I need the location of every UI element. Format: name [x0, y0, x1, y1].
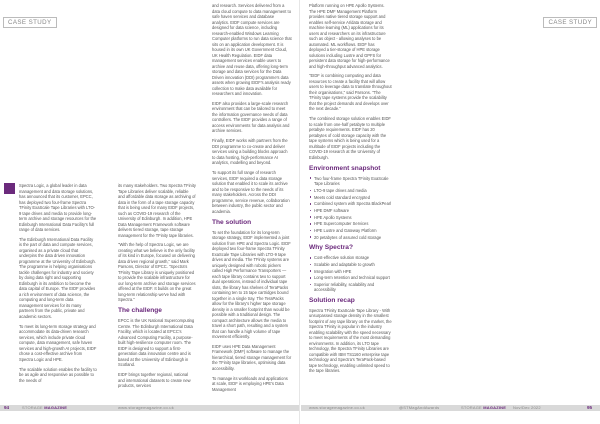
body-paragraph: EIDF also provides a large-scale research environment that can be tailored to meet the information governance needs of data controllers. The EIDF provides a range of access environments for data analysis and archive services.: [212, 100, 290, 134]
list-item: Cost-effective solution storage: [309, 255, 392, 261]
footer-date: Nov/Dec 2022: [513, 405, 541, 410]
page-number: 95: [587, 405, 593, 410]
body-paragraph: Finally, EIDF works with partners from the DDI programme to co-create and deliver services using a building blocks approach to data hosting, high-performance AI analytics, modelling and beyond.: [212, 138, 288, 166]
list-item: Combined system with Spectra BlackPearl: [309, 201, 392, 207]
right-footer: [301, 405, 600, 413]
list-item: 20 petabytes of assured cold storage: [309, 235, 392, 241]
section-heading-why: Why Spectra?: [309, 244, 353, 252]
dropcap-square-icon: [4, 183, 15, 194]
body-paragraph: EIDF uses HPE Data Management Framework (DMF) software to manage the hierarchical, tiered storage management for the TFinity tape libraries, optimising data accessibility.: [212, 343, 292, 371]
body-paragraph: Platform running on HPE Apollo Systems. The HPE DMF Management Platform provides native tiered storage support and enables self-service AI/data storage and machine learning (ML) applications for its users and researchers on its infrastructure such as object - allowing analyses to be automated. ML workflows. EIDF has deployed a tier-storage of HPE storage solutions including Lustre and GPFS for persistent data storage for high-performance and high-throughput advanced analytics.: [309, 3, 390, 69]
body-paragraph: To support its full range of research services, EIDF required a data storage solution that enabled it to scale its archive and to be responsive to the needs of its many stakeholders. Across the DDI programme, service revenue, collaboration between industry, the public sector and academia.: [212, 170, 290, 214]
section-heading-recap: Solution recap: [309, 296, 355, 304]
footer-magazine: STORAGE MAGAZINE: [22, 405, 68, 410]
section-heading-environment: Environment snapshot: [309, 164, 381, 172]
list-item: Meets cold standard encrypted: [309, 195, 392, 201]
list-item: Scalable and adaptable to growth: [309, 262, 392, 268]
footer-url[interactable]: www.storagemagazine.co.uk: [309, 405, 365, 410]
page-number: 94: [4, 405, 10, 410]
list-item: HPE Supercomputer Services: [309, 221, 392, 227]
left-footer: [0, 405, 299, 413]
list-item: HPE Apollo Systems: [309, 215, 392, 221]
body-paragraph: The combined storage solution enables EIDF to scale from one-half petabyte to multiple petabyte requirements. EIDF has 20 petabytes of cold storage capacity with the tape systems which is being used for a multitude of EIDF projects including the COVID-19 research at the University of Edinburgh.: [309, 116, 391, 160]
environment-list: [309, 176, 392, 241]
footer-handle[interactable]: @STMagAndAwards: [399, 405, 440, 410]
section-heading-challenge: The challenge: [118, 307, 162, 315]
body-paragraph: Spectra TFinity ExaScale Tape Library - With unsurpassed storage density in the smallest footprint of any tape library on the market, the Spectra TFinity is popular in the industry enabling scalability with the speed necessary to meet requirements of the most demanding environments. In addition, its LTO tape technology, the Spectra TFinity Libraries are compatible with IBM TS1160 enterprise tape technology and Spectra's TeraPack-based tape technology, enabling unlimited speed to the tape libraries.: [309, 307, 392, 374]
right-page: [301, 0, 600, 424]
intro-paragraph: Spectra Logic, a global leader in data management and data storage solutions, has announced that its customer, EPCC, has deployed two four-frame Spectra TFinity ExaScale Tape Libraries with LTO-9 tape drives and media to provide long-term archive and storage resources for the Edinburgh International Data Facility's full range of data services.: [19, 183, 97, 232]
case-study-tag: CASE STUDY: [543, 17, 597, 28]
body-paragraph: To meet its long-term storage strategy and accommodate its data-driven research services, which include private cloud compute, data management, safe haven services and high-growth AI projects, EIDF chose a cost-effective archive from Spectra Logic and HPE.: [19, 323, 97, 362]
left-column-2: [118, 183, 196, 393]
quote-paragraph: "With the help of Spectra Logic, we are creating what we believe is the only facility of its kind in Europe, focused on delivering data driven regional growth," said Mark Parsons, Director of EPCC. "Spectra's TFinity Tape Library is uniquely positioned to provide the scalable infrastructure for our long-term archive and storage services offered at the EIDF. It builds on the great long-term relationship we've had with Spectra.": [118, 242, 196, 303]
list-item: LTO-9 tape drives and media: [309, 188, 392, 194]
section-heading-solution: The solution: [212, 218, 252, 226]
quote-paragraph: "EIDF is combining computing and data resources to create a facility that will allow users to leverage data to translate throughout their organisations," said Parsons. "The TFinity tape systems provide the scalability that the project demands and develops over the next decade.": [309, 73, 392, 112]
body-paragraph: To manage its workloads and applications at scale, EIDF is employing HPE's Data Management: [212, 375, 288, 392]
list-item: Two four-frame Spectra TFinity ExaScale Tape Libraries: [309, 176, 392, 187]
body-paragraph: EPCC is the UK National Supercomputing Centre. The Edinburgh International Data Facility, which is located at EPCC's Advanced Computing Facility, a purpose-built high-resilience computer room. The EIDF is designed to support a first-generation data innovation centre and is based at the University of Edinburgh in Scotland.: [118, 318, 195, 368]
body-paragraph: The Edinburgh International Data Facility is the part of data and compute services, organised as a private cloud that underpins the data driven innovation programme at the University of Edinburgh. The programme is helping organisations tackle challenges for industry and society by doing data right and supporting Edinburgh in its ambition to become the data capital of Europe. The EIDF provides a rich environment of data science, the computing and long-term data management services for its many partners from the public, private and academic sectors.: [19, 236, 96, 319]
body-paragraph: its many stakeholders. Two Spectra TFinity Tape Libraries deliver scalable, reliable and affordable data storage as archiving of data in the form of a tape storage capacity that is being used for many EIDF projects, such as COVID-19 research of the University of Edinburgh. In addition, HPE Data Management Framework software delivers tiered storage, tape storage management for the TFinity tape libraries.: [118, 183, 196, 238]
list-item: Superior reliability, scalability and accessibility: [309, 282, 392, 293]
footer-url[interactable]: www.storagemagazine.co.uk: [118, 405, 174, 410]
list-item: HPE DMF software: [309, 208, 392, 214]
body-paragraph: The scalable solution enables the facility to be as agile and responsive as possible to the needs of: [19, 366, 97, 383]
right-column-1: [309, 3, 392, 378]
list-item: Integration with HPE: [309, 269, 392, 275]
case-study-tag: CASE STUDY: [3, 17, 57, 28]
body-paragraph: To set the foundation for its long-term storage strategy, EIDF implemented a joint solution from HPE and Spectra Logic. EIDF deployed two four-frame Spectra TFinity ExaScale Tape Libraries with LTO-9 tape drives and media. The TFinity systems are uniquely designed with robotic pickers called High Performance Transporters — each tape library contains two to support dual operations, instead of individual tape slots, the library has shelves of TeraPacks containing ten to 15 tape cartridges bound together in a single tray. The TeraPacks allow for the library's higher tape storage density in a smaller footprint than would be possible with a traditional design. The compact architecture allows the media to travel a short path, resulting and a system that can handle a high volume of tape movement efficiently.: [212, 229, 291, 340]
list-item: HPE Lustre and Gateway Platform: [309, 228, 392, 234]
body-paragraph: EIDF brings together regional, national and international datasets to create new products, services: [118, 372, 191, 389]
footer-magazine: STORAGE MAGAZINE: [461, 405, 507, 410]
left-column-3: [212, 3, 292, 397]
why-list: [309, 255, 392, 293]
body-paragraph: and research. Services delivered from a data cloud compute to data management to safe haven services and database analytics. EIDF compute services are designed for data science, including research-enabled Windows Learning Computer platforms to run data science that sits on an application development. It is housed in its own UK Government Cloud, UK Health Regulation. EIDF data management services enable users to archive and reuse data, offering long-term storage and data services for the Data Driven innovation (DDI) programme's data assets when growing EIDF's analysis ready collection to make data available for researchers and innovation.: [212, 3, 292, 96]
list-item: Long-term retention and technical support: [309, 275, 392, 281]
left-column-1: [19, 183, 97, 388]
